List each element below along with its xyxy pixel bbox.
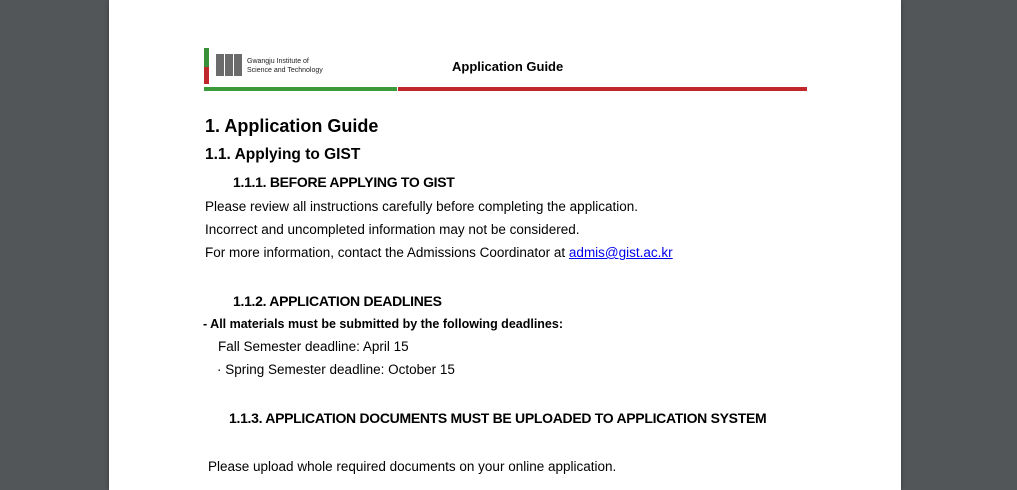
paragraph-contact bbox=[205, 245, 673, 260]
header-rule-green bbox=[204, 87, 397, 91]
heading-1: 1. Application Guide bbox=[205, 116, 379, 136]
document-page bbox=[109, 0, 901, 490]
logo-text-line1: Gwangju Institute of bbox=[247, 58, 309, 65]
spring-deadline: · Spring Semester deadline: October 15 bbox=[217, 362, 455, 377]
header-title: Application Guide bbox=[452, 59, 564, 74]
paragraph-upload: Please upload whole required documents on your online application. bbox=[208, 459, 617, 474]
gist-logo bbox=[204, 48, 344, 84]
header-rule-red bbox=[398, 87, 807, 91]
paragraph-review: Please review all instructions carefully before completing the application. bbox=[205, 199, 638, 214]
fall-deadline: Fall Semester deadline: April 15 bbox=[218, 339, 409, 354]
paragraph-incorrect: Incorrect and uncompleted information may not be considered. bbox=[205, 222, 580, 237]
logo-text bbox=[247, 57, 323, 75]
email-link[interactable]: admis@gist.ac.kr bbox=[568, 245, 673, 260]
heading-1-1-2: 1.1.2. APPLICATION DEADLINES bbox=[233, 293, 442, 309]
logo-block-1 bbox=[216, 54, 224, 76]
deadlines-lead: - All materials must be submitted by the following deadlines: bbox=[203, 317, 564, 331]
logo-text-line2: Science and Technology bbox=[247, 67, 323, 74]
logo-red-bar bbox=[204, 67, 209, 84]
logo-block-3 bbox=[234, 54, 242, 76]
heading-1-1-1: 1.1.1. BEFORE APPLYING TO GIST bbox=[233, 174, 455, 190]
heading-1-1-3: 1.1.3. APPLICATION DOCUMENTS MUST BE UPLOADED TO APPLICATION SYSTEM bbox=[229, 410, 767, 426]
logo-block-2 bbox=[225, 54, 233, 76]
heading-1-1: 1.1. Applying to GIST bbox=[205, 146, 361, 163]
contact-text: For more information, contact the Admissions Coordinator at bbox=[205, 245, 569, 260]
